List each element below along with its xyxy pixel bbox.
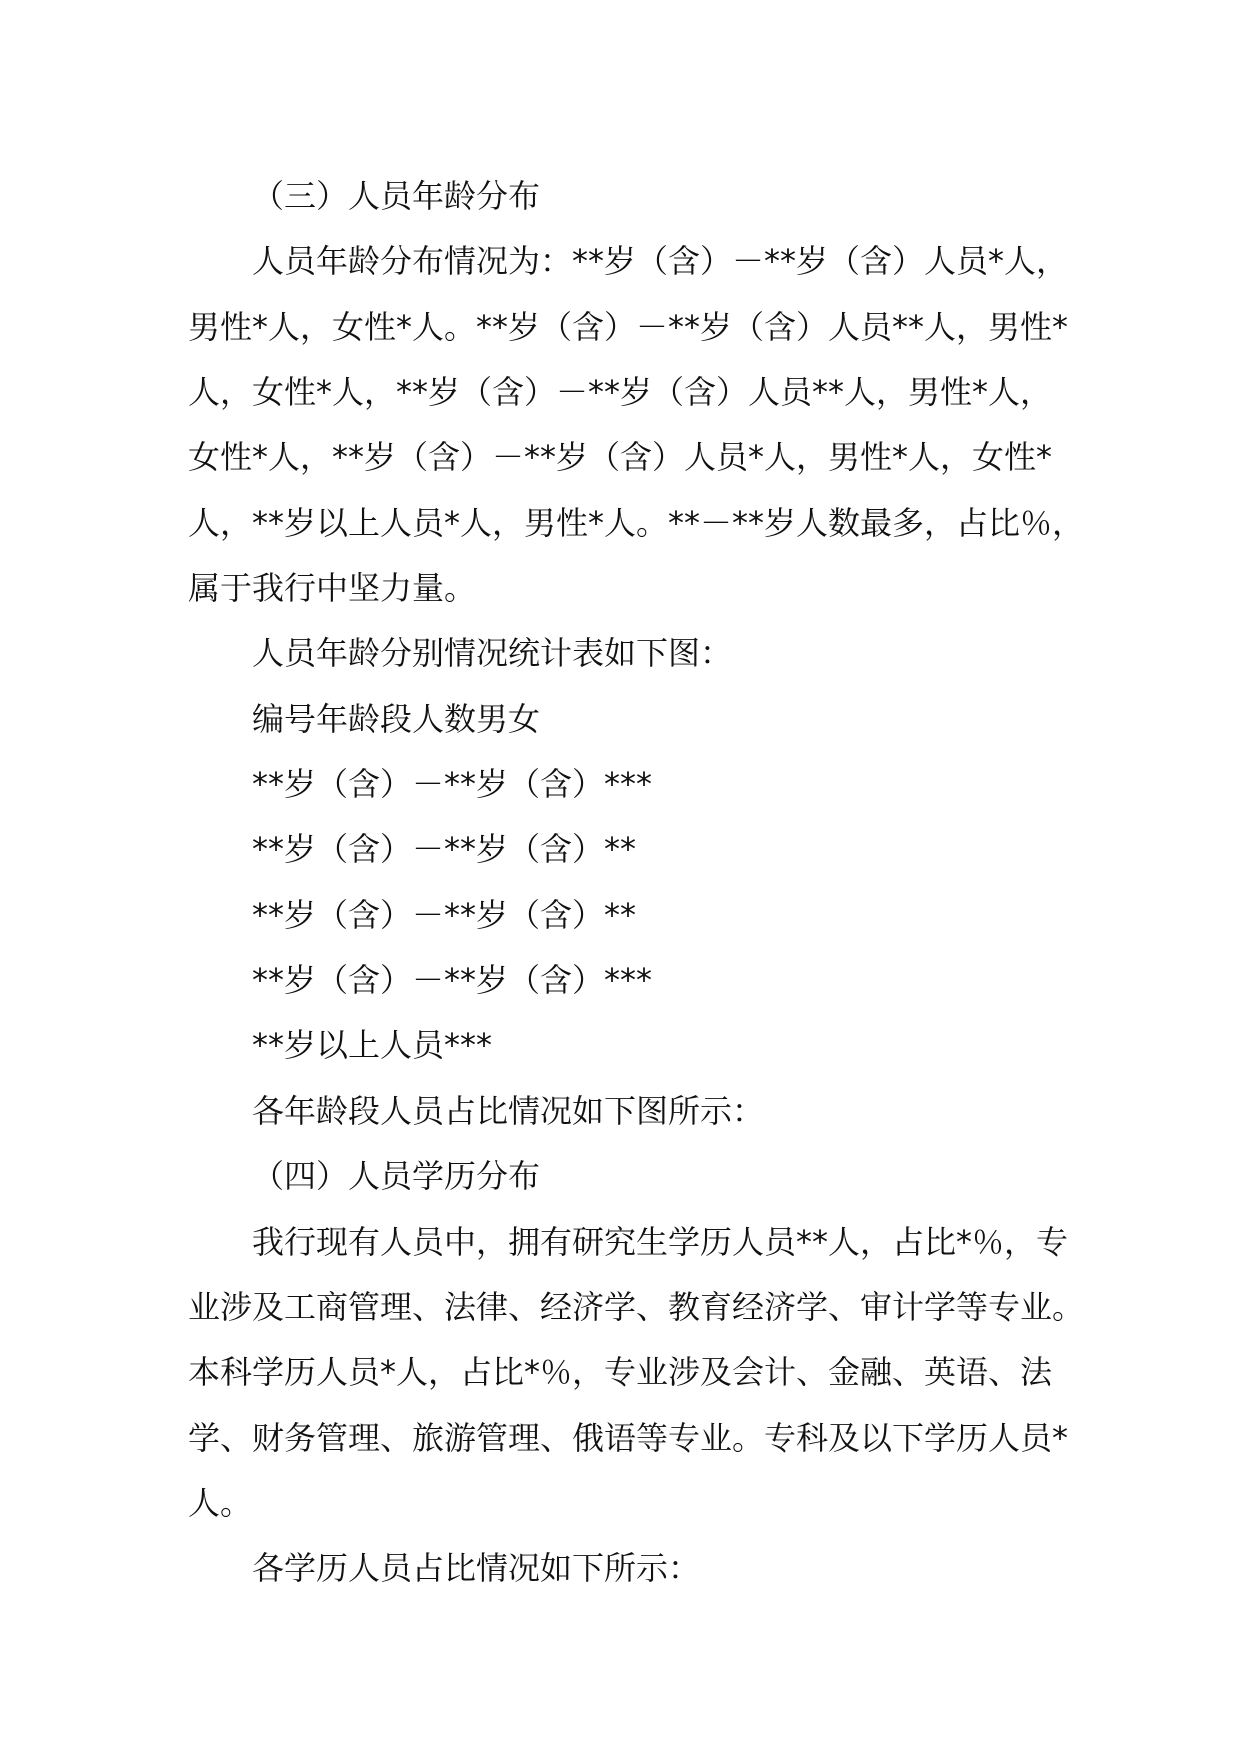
table-row: **岁（含）－**岁（含）***: [252, 961, 653, 1000]
paragraph-line: 属于我行中坚力量。: [188, 569, 477, 608]
section-heading: （三）人员年龄分布: [252, 177, 541, 215]
paragraph-line: 本科学历人员*人，占比*％，专业涉及会计、金融、英语、法: [188, 1353, 1053, 1392]
table-row: **岁以上人员***: [252, 1026, 493, 1065]
table-header: 编号年龄段人数男女: [252, 699, 541, 738]
paragraph-line: 男性*人，女性*人。**岁（含）－**岁（含）人员**人，男性*: [188, 307, 1069, 346]
chart-caption: 各学历人员占比情况如下所示：: [252, 1549, 701, 1588]
paragraph-line: 业涉及工商管理、法律、经济学、教育经济学、审计学等专业。: [188, 1287, 1085, 1326]
chart-caption: 各年龄段人员占比情况如下图所示：: [252, 1091, 765, 1130]
table-caption: 人员年龄分别情况统计表如下图：: [252, 634, 733, 673]
table-row: **岁（含）－**岁（含）**: [252, 830, 637, 869]
table-row: **岁（含）－**岁（含）***: [252, 765, 653, 804]
paragraph-line: 人，**岁以上人员*人，男性*人。**－**岁人数最多，占比％，: [188, 503, 1085, 542]
section-4: [188, 1144, 1090, 1601]
age-table: [188, 687, 1090, 1079]
section-heading: （四）人员学历分布: [252, 1157, 541, 1196]
paragraph-line: 学、财务管理、旅游管理、俄语等专业。专科及以下学历人员*: [188, 1418, 1069, 1457]
paragraph-line: 女性*人，**岁（含）－**岁（含）人员*人，男性*人，女性*: [188, 438, 1053, 477]
table-row: **岁（含）－**岁（含）**: [252, 895, 637, 934]
section-3: [188, 164, 1090, 1144]
education-distribution-paragraph: [188, 1210, 1090, 1537]
paragraph-line: 人，女性*人，**岁（含）－**岁（含）人员**人，男性*人，: [188, 373, 1053, 412]
age-distribution-paragraph: [188, 229, 1090, 621]
paragraph-line: 人员年龄分布情况为：**岁（含）－**岁（含）人员*人，: [252, 242, 1069, 281]
paragraph-line: 人。: [188, 1483, 253, 1522]
paragraph-line: 我行现有人员中，拥有研究生学历人员**人，占比*％，专: [252, 1222, 1069, 1261]
